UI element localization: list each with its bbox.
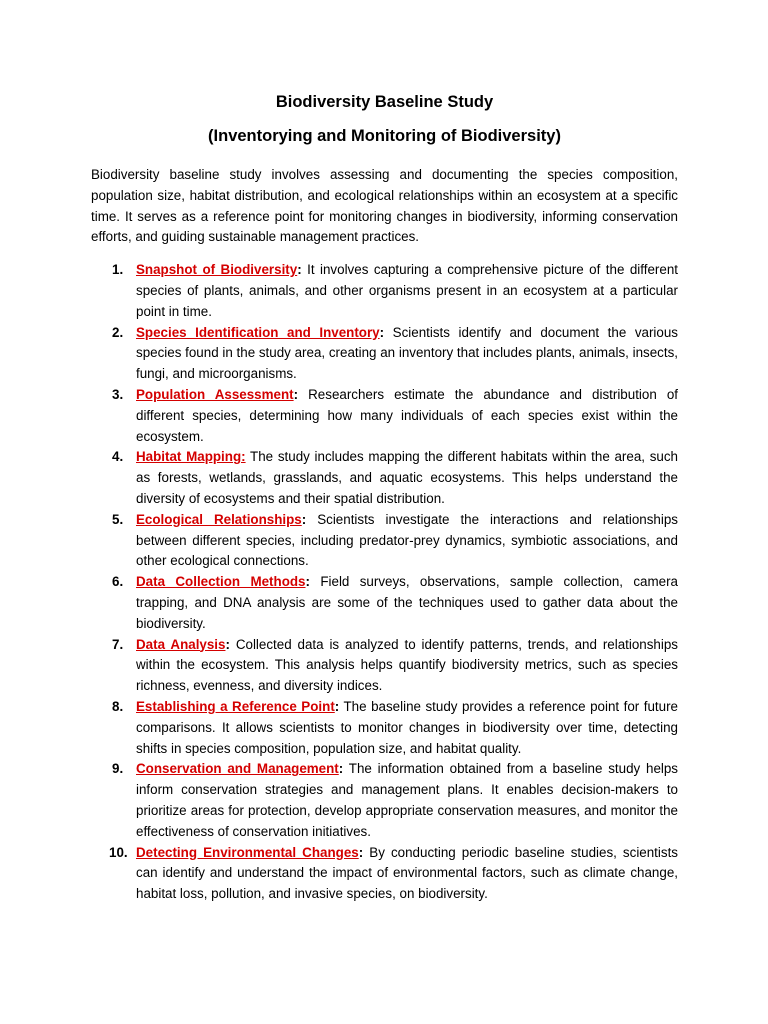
item-term: Habitat Mapping: [136,449,246,465]
list-item [91,697,678,759]
item-text: Researchers estimate the abundance and distribution of different species, determining how many individuals of each species exist within the ecosystem. [136,386,678,444]
item-number: 10. [109,844,128,860]
list-item [91,635,678,697]
list-item [91,385,678,447]
item-colon: : [358,844,364,860]
item-number: 5. [112,511,124,527]
item-text: Field surveys, observations, sample collection, camera trapping, and DNA analysis are some of the techniques used to gather data about the biodiversity. [136,574,678,631]
item-term: Species Identification and Inventory [136,324,380,340]
item-text: The information obtained from a baseline study helps inform conservation strategies and management plans. It enables decision-makers to prioritize areas for protection, develop appropriate conservation measures, and monitor the effectiveness of conservation initiatives. [136,761,679,839]
list-item [91,759,678,842]
item-term: Ecological Relationships [136,511,302,527]
item-number: 1. [112,262,124,278]
numbered-list [91,260,678,905]
item-colon: : [338,761,344,777]
item-term: Data Collection Methods [136,574,306,590]
item-term: Conservation and Management [136,761,339,777]
list-item [91,447,678,509]
page-title: Biodiversity Baseline Study [275,93,494,111]
item-number: 8. [112,698,124,714]
item-term: Establishing a Reference Point [136,698,335,714]
item-number: 7. [112,636,124,652]
item-colon: : [301,511,307,527]
item-colon: : [293,386,299,402]
list-item [91,323,678,385]
item-text: By conducting periodic baseline studies, scientists can identify and understand the impact of environmental factors, such as climate change, habitat loss, pollution, and invasive species, on biodiversity. [136,844,678,902]
item-colon: : [334,698,340,714]
item-number: 4. [112,449,124,465]
item-term: Snapshot of Biodiversity [136,262,298,278]
item-text: The baseline study provides a reference point for future comparisons. It allows scientists to monitor changes in biodiversity over time, detecting shifts in species composition, population size, and habitat quality. [136,698,678,756]
item-colon: : [225,636,230,652]
item-number: 9. [112,761,124,777]
item-number: 6. [112,574,124,590]
item-term: Data Analysis [136,636,226,652]
item-number: 2. [112,324,124,340]
item-colon: : [297,262,302,278]
item-number: 3. [112,386,124,402]
item-text: Scientists investigate the interactions and relationships between different species, including predator-prey dynamics, symbiotic associations, and other ecological connections. [136,511,678,569]
list-item [91,260,678,322]
page-subtitle: (Inventorying and Monitoring of Biodiversity) [208,127,561,145]
item-colon: : [305,574,310,590]
item-text: It involves capturing a comprehensive picture of the different species of plants, animals, and other organisms present in an ecosystem at a particular point in time. [136,262,678,319]
item-colon: : [379,324,385,340]
item-text: Scientists identify and document the various species found in the study area, creating an inventory that includes plants, animals, insects, fungi, and microorganisms. [136,324,678,382]
list-item [91,572,678,634]
list-item [91,510,678,572]
intro-paragraph: Biodiversity baseline study involves assessing and documenting the species composition, population size, habitat distribution, and ecological relationships within an ecosystem at a specific time. It serves as a reference point for monitoring changes in biodiversity, informing conservation efforts, and guiding sustainable management practices. [91,167,678,245]
list-item [91,843,678,905]
item-term: Population Assessment [136,386,294,402]
item-text: The study includes mapping the different habitats within the area, such as forests, wetlands, grasslands, and aquatic ecosystems. This helps understand the diversity of ecosystems and their spatial distribution. [136,449,678,506]
item-term: Detecting Environmental Changes [136,844,359,860]
item-text: Collected data is analyzed to identify patterns, trends, and relationships within the ecosystem. This analysis helps quantify biodiversity metrics, such as species richness, evenness, and diversity indices. [136,636,678,694]
